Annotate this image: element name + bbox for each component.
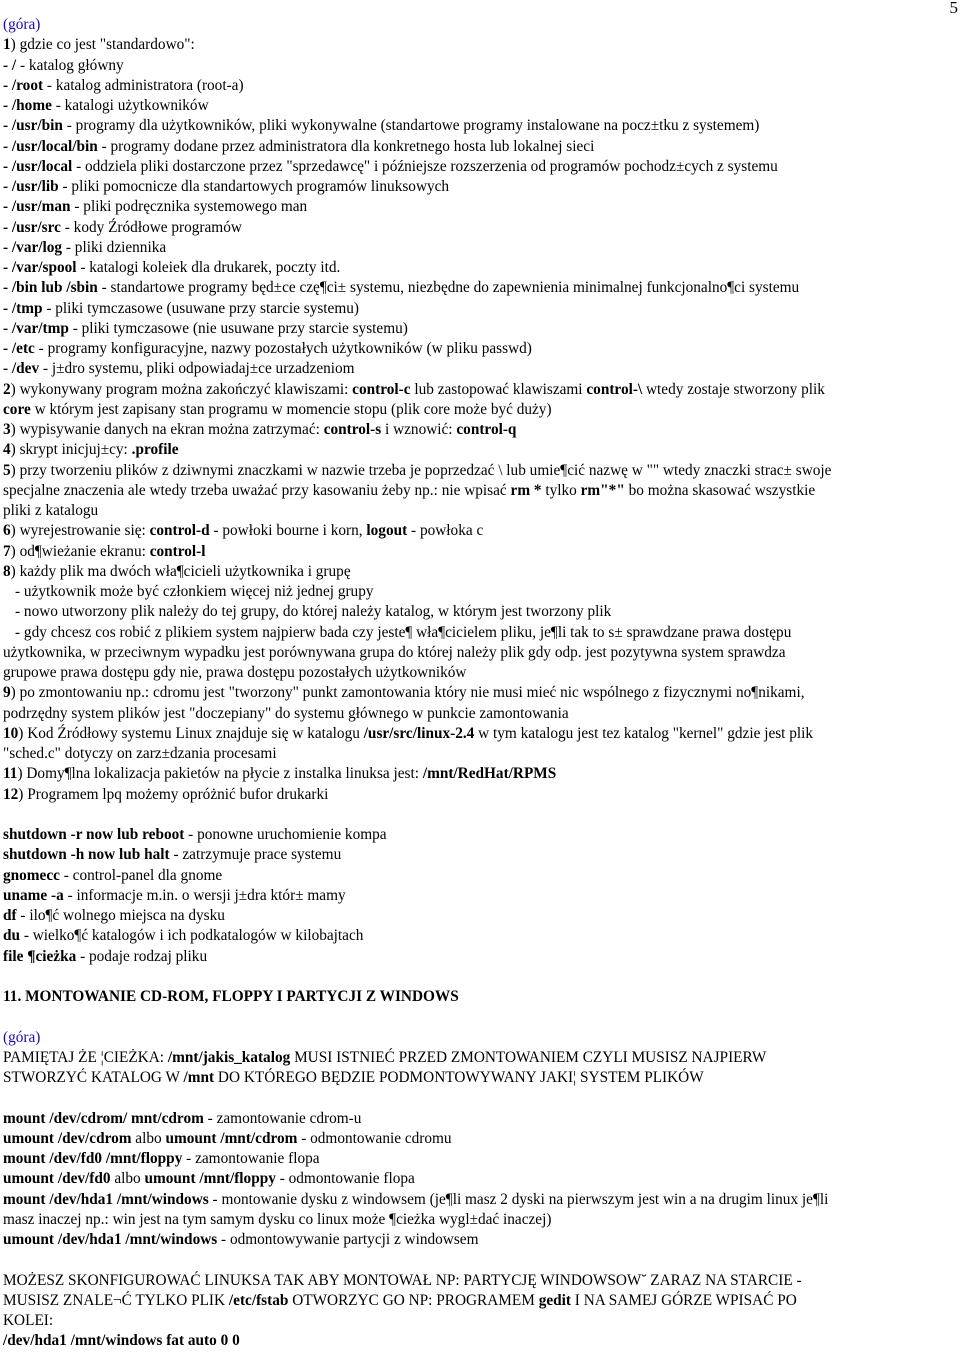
text: - katalog główny: [20, 56, 124, 74]
bold-text: mount /dev/fd0 /mnt/floppy: [3, 1150, 183, 1167]
blank-line: [3, 805, 958, 825]
text-line: [3, 258, 958, 278]
bold-text: 2: [3, 380, 11, 398]
text-line: [3, 1048, 958, 1068]
bold-text: - /usr/src: [3, 218, 65, 236]
text-line: [3, 521, 958, 541]
text: albo: [110, 1170, 145, 1188]
text: ) Kod Źródłowy systemu Linux znajduje się w katalogu: [18, 724, 364, 742]
text: ) po zmontowaniu np.: cdromu jest "tworzony" punkt zamontowania który nie musi mieć nic wspólnego z fizycznymi no¶nikami,: [10, 684, 805, 702]
text-line: [3, 886, 958, 906]
text-line: [3, 96, 958, 116]
text-line: [3, 987, 958, 1007]
text-line: [3, 1331, 958, 1351]
text: OTWORZYC GO NP: PROGRAMEM: [288, 1291, 539, 1309]
text-line: [3, 420, 958, 440]
page-number: 5: [949, 0, 958, 17]
bold-text: 11: [3, 765, 18, 783]
bold-text: 10: [3, 724, 19, 742]
blank-line: [3, 967, 958, 987]
text: - ponowne uruchomienie kompa: [184, 826, 387, 843]
bold-text: 11. MONTOWANIE CD-ROM, FLOPPY I PARTYCJI Z WINDOWS: [3, 988, 459, 1005]
text-line: [3, 157, 958, 177]
text: ) Domy¶lna lokalizacja pakietów na płycie z instalka linuksa jest:: [17, 765, 423, 783]
text-line: [3, 339, 958, 359]
text: tylko: [541, 481, 581, 499]
text: ) wypisywanie danych na ekran można zatrzymać:: [10, 421, 324, 438]
text: DO KTÓREGO BĘDZIE PODMONTOWYWANY JAKI¦ SYSTEM PLIKÓW: [214, 1069, 704, 1086]
bold-text: umount /dev/cdrom: [3, 1129, 132, 1147]
bold-text: control-l: [149, 542, 206, 560]
text: ) przy tworzeniu plików z dziwnymi znaczkami w nazwie trzeba je poprzedzać \ lub umie¶cić nazwę w "" wtedy znaczki strac± swoje: [10, 461, 832, 479]
text-line: [3, 380, 958, 400]
text-line: [3, 704, 958, 724]
text-line: [3, 785, 958, 805]
bold-text: /mnt/jakis_katalog: [167, 1048, 291, 1066]
text-line: [3, 177, 958, 197]
bold-text: 9: [3, 684, 11, 702]
bold-text: gedit: [538, 1291, 571, 1309]
text: - pliki podręcznika systemowego man: [74, 198, 308, 216]
bold-text: ¶cieżka: [23, 947, 77, 965]
text-line: [3, 400, 958, 420]
text: - programy konfiguracyjne, nazwy pozostałych użytkowników (w pliku passwd): [38, 340, 532, 357]
text-line: [3, 825, 958, 845]
text: - katalog administratora (root-a): [46, 76, 244, 94]
bold-text: mount /dev/cdrom/ mnt/cdrom: [3, 1109, 204, 1127]
text-line: [3, 582, 958, 602]
bold-text: 5: [3, 461, 11, 479]
bold-text: uname -a: [3, 886, 64, 904]
document-lines: [3, 35, 958, 1351]
text: ) skrypt inicjuj±cy:: [10, 441, 132, 459]
bold-text: 6: [3, 522, 11, 540]
text: lub zastopować klawiszami: [410, 380, 587, 398]
text-line: [3, 1129, 958, 1149]
text-line: [3, 1068, 958, 1088]
text: - standartowe programy będ±ce czę¶ci± systemu, niezbędne do zapewnienia minimalnej funkcjonalno¶ci systemu: [101, 279, 800, 297]
text: - zamontowanie cdrom-u: [203, 1109, 362, 1127]
bold-text: logout: [366, 522, 408, 540]
bold-text: - /var/tmp: [3, 319, 73, 337]
text: - odmontowanie cdromu: [297, 1129, 452, 1147]
text: - control-panel dla gnome: [59, 866, 223, 884]
bold-text: - /root: [3, 76, 47, 94]
bold-text: umount /mnt/cdrom: [165, 1129, 298, 1147]
bold-text: - /usr/man: [3, 198, 75, 216]
text-line: [3, 1149, 958, 1169]
bold-text: 12: [3, 785, 19, 803]
text: wtedy zostaje stworzony plik: [642, 380, 825, 398]
text: użytkownika, w przeciwnym wypadku jest porównywana grupa do której należy plik gdy odp. jest pozytywna system sprawdza: [3, 643, 786, 661]
text-line: [3, 1271, 958, 1291]
text-line: [3, 926, 958, 946]
bold-text: shutdown -r now lub reboot: [3, 826, 185, 843]
text-line: [3, 238, 958, 258]
text-line: [3, 724, 958, 744]
bold-text: umount /dev/hda1 /mnt/windows: [3, 1231, 218, 1248]
blank-line: [3, 1007, 958, 1027]
text: - powłoka c: [407, 522, 484, 540]
text: - j±dro systemu, pliki odpowiadaj±ce urzadzeniom: [42, 360, 355, 378]
text: - katalogi użytkowników: [55, 97, 209, 114]
text: "sched.c" dotyczy on zarz±dzania procesami: [3, 745, 277, 762]
bold-text: - /usr/local: [3, 157, 77, 175]
text: albo: [131, 1129, 166, 1147]
bold-text: .profile: [131, 441, 179, 459]
text: PAMIĘTAJ ŻE ¦CIEŻKA:: [3, 1048, 168, 1066]
text-line: [3, 643, 958, 663]
text-line: [3, 278, 958, 298]
bold-text: control-\: [586, 380, 643, 398]
text: - pliki pomocnicze dla standartowych programów linuksowych: [62, 178, 450, 195]
text: bo można skasować wszystkie: [624, 481, 816, 499]
text: STWORZYĆ KATALOG W: [3, 1069, 184, 1086]
text-line: [3, 1291, 958, 1311]
bold-text: - /dev: [3, 360, 43, 378]
text: - zamontowanie flopa: [182, 1150, 320, 1167]
text: - zatrzymuje prace systemu: [169, 846, 342, 864]
text: - podaje rodzaj pliku: [76, 947, 208, 965]
text: - pliki tymczasowe (usuwane przy starcie systemu): [46, 299, 359, 317]
bold-text: /mnt/RedHat/RPMS: [422, 765, 557, 783]
text: w tym katalogu jest tez katalog "kernel" gdzie jest plik: [474, 724, 814, 742]
bold-text: - /var/log: [3, 238, 66, 256]
bold-text: /mnt: [183, 1069, 215, 1086]
text-line: [3, 56, 958, 76]
text-line: [3, 542, 958, 562]
bold-text: - /: [3, 56, 20, 74]
text: - pliki tymczasowe (nie usuwane przy starcie systemu): [72, 319, 408, 337]
bold-text: file: [3, 947, 24, 965]
text: podrzędny system plików jest "doczepiany" do systemu głównego w punkcie zamontowania: [3, 704, 569, 722]
document-body: [3, 15, 958, 1352]
bold-text: /etc/fstab: [228, 1291, 289, 1309]
text-line: [3, 866, 958, 886]
text: ) wykonywany program można zakończyć klawiszami:: [10, 380, 353, 398]
text: MUSI ISTNIEĆ PRZED ZMONTOWANIEM CZYLI MUSISZ NAJPIERW: [290, 1048, 767, 1066]
text-line: [3, 137, 958, 157]
text: - montowanie dysku z windowsem (je¶li masz 2 dyski na pierwszym jest win a na drugim linux je¶li: [208, 1190, 829, 1208]
text: grupowe prawa dostępu gdy nie, prawa dostępu pozostałych użytkowników: [3, 664, 467, 681]
top-link[interactable]: (góra): [3, 1028, 41, 1046]
bold-text: shutdown -h now lub halt: [3, 846, 170, 864]
text-line: [3, 845, 958, 865]
text-line: [3, 461, 958, 481]
text-line: [3, 218, 958, 238]
bold-text: 1: [3, 36, 11, 54]
bold-text: rm"*": [580, 481, 625, 499]
bold-text: - /tmp: [3, 299, 47, 317]
text: ) wyrejestrowanie się:: [10, 522, 150, 540]
bold-text: 8: [3, 562, 11, 580]
text: - programy dodane przez administratora dla konkretnego hosta lub lokalnej sieci: [101, 137, 595, 155]
bold-text: - /bin lub /sbin: [3, 279, 102, 297]
text-line: [3, 1190, 958, 1210]
text: - katalogi koleiek dla drukarek, poczty itd.: [80, 259, 341, 276]
text: pliki z katalogu: [3, 502, 99, 519]
blank-line: [3, 1250, 958, 1270]
top-link[interactable]: (góra): [3, 16, 41, 33]
text-line: [3, 1169, 958, 1189]
text: KOLEI:: [3, 1312, 54, 1329]
bold-text: control-c: [352, 380, 411, 398]
text-line: [3, 744, 958, 764]
bold-text: 3: [3, 421, 11, 438]
text-line: [3, 1230, 958, 1250]
bold-text: gnomecc: [3, 866, 60, 884]
text: - nowo utworzony plik należy do tej grupy, do której należy katalog, w którym jest tworzony plik: [15, 603, 612, 621]
bold-text: df: [3, 907, 17, 924]
text: ) gdzie co jest "standardowo":: [10, 36, 195, 54]
bold-text: umount /mnt/floppy: [144, 1170, 276, 1188]
text: MOŻESZ SKONFIGUROWAĆ LINUKSA TAK ABY MONTOWAŁ NP: PARTYCJĘ WINDOWSOW˘ ZARAZ NA STARCIE -: [3, 1271, 802, 1289]
bold-text: /usr/src/linux-2.4: [363, 724, 475, 742]
text: I NA SAMEJ GÓRZE WPISAĆ PO: [570, 1291, 797, 1309]
text-line: [3, 1311, 958, 1331]
bold-text: control-s: [323, 421, 382, 438]
bold-text: /dev/hda1 /mnt/windows fat auto 0 0: [3, 1332, 240, 1350]
text-line: [3, 501, 958, 521]
bold-text: 4: [3, 441, 11, 459]
text-line: [3, 481, 958, 501]
text-line: [3, 299, 958, 319]
bold-text: - /usr/lib: [3, 178, 63, 195]
bold-text: du: [3, 927, 21, 945]
text: ) Programem lpq możemy opróżnić bufor drukarki: [18, 785, 329, 803]
text-line: [3, 663, 958, 683]
text: - ilo¶ć wolnego miejsca na dysku: [16, 907, 225, 924]
text: - użytkownik może być członkiem więcej niż jednej grupy: [15, 583, 374, 600]
text: - oddziela pliki dostarczone przez "sprzedawcę" i późniejsze rozszerzenia od programów pochodz±cych z systemu: [76, 157, 778, 175]
text-line: [3, 1109, 958, 1129]
text: specjalne znaczenia ale wtedy trzeba uważać przy kasowaniu żeby np.: nie wpisać: [3, 481, 511, 499]
text: - informacje m.in. o wersji j±dra któr± mamy: [63, 886, 346, 904]
text: - gdy chcesz cos robić z plikiem system najpierw bada czy jeste¶ wła¶cicielem pliku, je¶li tak to s± sprawdzane prawa dostępu: [15, 623, 792, 641]
text: - programy dla użytkowników, pliki wykonywalne (standartowe programy instalowane na pocz±tku z systemem): [66, 117, 760, 135]
top-link-row: [3, 15, 958, 35]
text-line: [3, 76, 958, 96]
text: w którym jest zapisany stan programu w momencie stopu (plik core może być duży): [30, 400, 552, 418]
text: - odmontowanie flopa: [275, 1170, 415, 1188]
bold-text: control-d: [149, 522, 210, 540]
text-line: [3, 319, 958, 339]
bold-text: mount /dev/hda1 /mnt/windows: [3, 1190, 209, 1208]
text: - pliki dziennika: [65, 238, 167, 256]
text: i wznowić:: [381, 421, 457, 438]
text-line: [3, 359, 958, 379]
bold-text: - /etc: [3, 340, 39, 357]
text: MUSISZ ZNALE¬Ć TYLKO PLIK: [3, 1291, 229, 1309]
bold-text: rm *: [510, 481, 542, 499]
text: - odmontowywanie partycji z windowsem: [217, 1231, 479, 1248]
text: - powłoki bourne i korn,: [209, 522, 367, 540]
text-line: [3, 764, 958, 784]
text-line: [3, 602, 958, 622]
text: ) każdy plik ma dwóch wła¶cicieli użytkownika i grupę: [10, 562, 351, 580]
text-line: [3, 1210, 958, 1230]
text: - wielko¶ć katalogów i ich podkatalogów w kilobajtach: [20, 927, 364, 945]
bold-text: core: [3, 400, 31, 418]
text-line: [3, 197, 958, 217]
bold-text: - /usr/bin: [3, 117, 67, 135]
text-line: [3, 683, 958, 703]
bold-text: umount /dev/fd0: [3, 1170, 111, 1188]
text: ) od¶wieżanie ekranu:: [10, 542, 150, 560]
text-line: [3, 906, 958, 926]
bold-text: - /usr/local/bin: [3, 137, 102, 155]
text-line: [3, 440, 958, 460]
text-line: [3, 116, 958, 136]
blank-line: [3, 1088, 958, 1108]
bold-text: 7: [3, 542, 11, 560]
text-line: [3, 35, 958, 55]
bold-text: - /var/spool: [3, 259, 81, 276]
text-line: [3, 1028, 958, 1048]
bold-text: control-q: [456, 421, 517, 438]
text-line: [3, 562, 958, 582]
bold-text: - /home: [3, 97, 56, 114]
text-line: [3, 947, 958, 967]
text: masz inaczej np.: win jest na tym samym dysku co linux może ¶cieżka wygl±dać inaczej): [3, 1210, 552, 1228]
text-line: [3, 623, 958, 643]
text: - kody Źródłowe programów: [64, 218, 242, 236]
